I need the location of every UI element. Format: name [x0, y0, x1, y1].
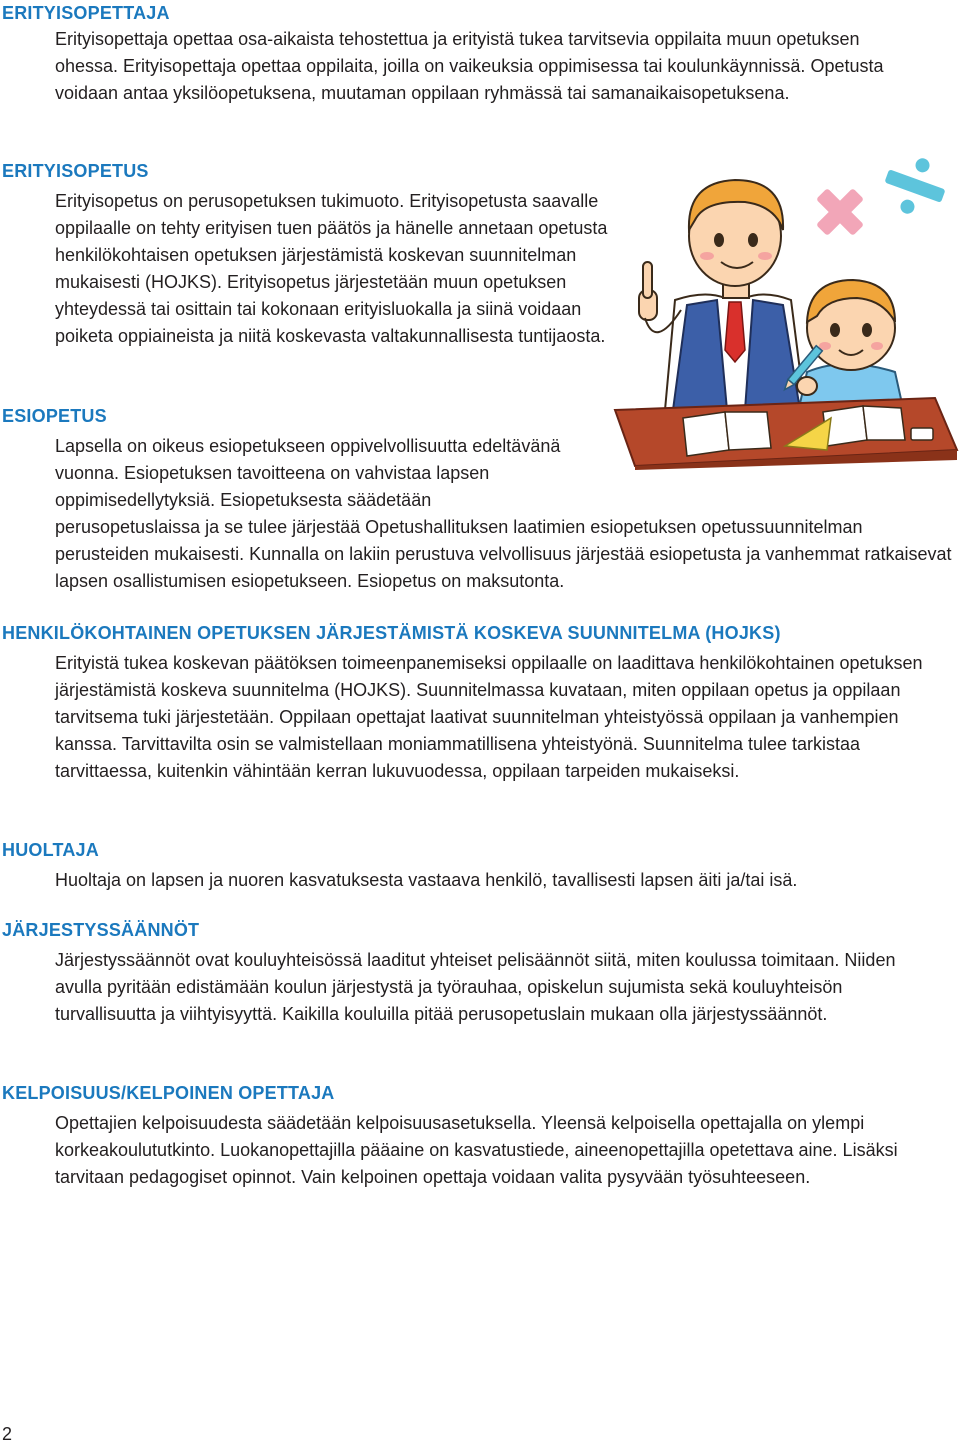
teacher-and-student-illustration	[595, 150, 960, 470]
section-jarjestyssaannot	[0, 919, 960, 1028]
open-book-icon	[823, 406, 905, 446]
page-number: 2	[2, 1424, 13, 1444]
section-heading: HUOLTAJA	[2, 840, 99, 860]
section-heading: ESIOPETUS	[2, 406, 107, 426]
multiplication-sign-icon	[803, 175, 877, 249]
eraser-icon	[911, 428, 933, 440]
section-body: Huoltaja on lapsen ja nuoren kasvatuksesta vastaava henkilö, tavallisesti lapsen äiti ja/tai isä.	[55, 870, 798, 890]
section-kelpoisuus	[0, 1082, 960, 1191]
section-heading: ERITYISOPETUS	[2, 161, 149, 181]
section-body: Opettajien kelpoisuudesta säädetään kelpoisuusasetuksella. Yleensä kelpoisella opettajalla on ylempi korkeakoulututkinto. Luokanopettajilla pääaine on kasvatustiede, aineenopettajilla opetettava aine. Lisäksi tarvitaan pedagogiset opinnot. Vain kelpoinen opettaja voidaan valita pysyvään työsuhteeseen.	[55, 1113, 898, 1187]
section-heading: JÄRJESTYSSÄÄNNÖT	[2, 920, 200, 940]
division-sign-icon	[877, 150, 953, 224]
section-body: Lapsella on oikeus esiopetukseen oppivelvollisuutta edeltävänä vuonna. Esiopetuksen tavoitteena on vahvistaa lapsen oppimisedellytyksiä. Esiopetuksesta säädetään perusopetuslaissa ja se tulee järjestää Opetushallituksen laatimien esiopetuksen opetussuunnitelman perusteiden mukaisesti. Kunnalla on lakiin perustuva velvollisuus järjestää esiopetusta ja vanhemmat ratkaisevat lapsen osallistumisen esiopetukseen. Esiopetus on maksutonta.	[55, 436, 952, 591]
teacher-figure	[639, 180, 805, 410]
section-body: Erityistä tukea koskevan päätöksen toimeenpanemiseksi oppilaalle on laadittava henkilökohtainen opetuksen järjestämistä koskeva suunnitelma (HOJKS). Suunnitelmassa kuvataan, miten oppilaan opetus ja oppilaan tarvitsema tuki järjestetään. Oppilaan opettajat laativat suunnitelman yhteistyössä oppilaan ja vanhempien kanssa. Tarvittavilta osin se valmistellaan moniammatillisena yhteistyönä. Suunnitelma tulee tarkistaa tarvittaessa, kuitenkin vähintään kerran lukuvuodessa, oppilaan tarpeiden mukaiseksi.	[55, 653, 923, 781]
section-heading: HENKILÖKOHTAINEN OPETUKSEN JÄRJESTÄMISTÄ KOSKEVA SUUNNITELMA (HOJKS)	[2, 623, 781, 643]
section-body: Erityisopettaja opettaa osa-aikaista tehostettua ja erityistä tukea tarvitsevia oppilaita muun opetuksen ohessa. Erityisopettaja opettaa oppilaita, joilla on vaikeuksia oppimisessa tai koulunkäynnissä. Opetusta voidaan antaa yksilöopetuksena, muutaman oppilaan ryhmässä tai samanaikaisopetuksena.	[55, 29, 884, 103]
section-heading: KELPOISUUS/KELPOINEN OPETTAJA	[2, 1083, 335, 1103]
section-huoltaja	[0, 839, 960, 894]
section-body: Erityisopetus on perusopetuksen tukimuoto. Erityisopetusta saavalle oppilaalle on tehty erityisen tuen päätös ja hänelle annetaan opetusta henkilökohtaisen opetuksen järjestämistä koskevan suunnitelman mukaisesti (HOJKS). Erityisopetus järjestetään muun opetuksen yhteydessä tai osittain tai kokonaan erityisluokalla ja siinä voidaan poiketa oppiaineista ja niitä koskevasta valtakunnallisesta tuntijaosta.	[55, 191, 608, 346]
section-hojks	[0, 622, 960, 785]
section-erityisopettaja	[0, 2, 960, 107]
section-heading: ERITYISOPETTAJA	[2, 3, 170, 23]
desk	[615, 398, 957, 470]
section-body: Järjestyssäännöt ovat kouluyhteisössä laaditut yhteiset pelisäännöt siitä, miten koulussa toimitaan. Niiden avulla pyritään edistämään koulun järjestystä ja työrauhaa, opiskelun sujumista sekä kouluyhteisön turvallisuutta ja viihtyisyyttä. Kaikilla kouluilla pitää perusopetuslain mukaan olla järjestyssäännöt.	[55, 950, 896, 1024]
